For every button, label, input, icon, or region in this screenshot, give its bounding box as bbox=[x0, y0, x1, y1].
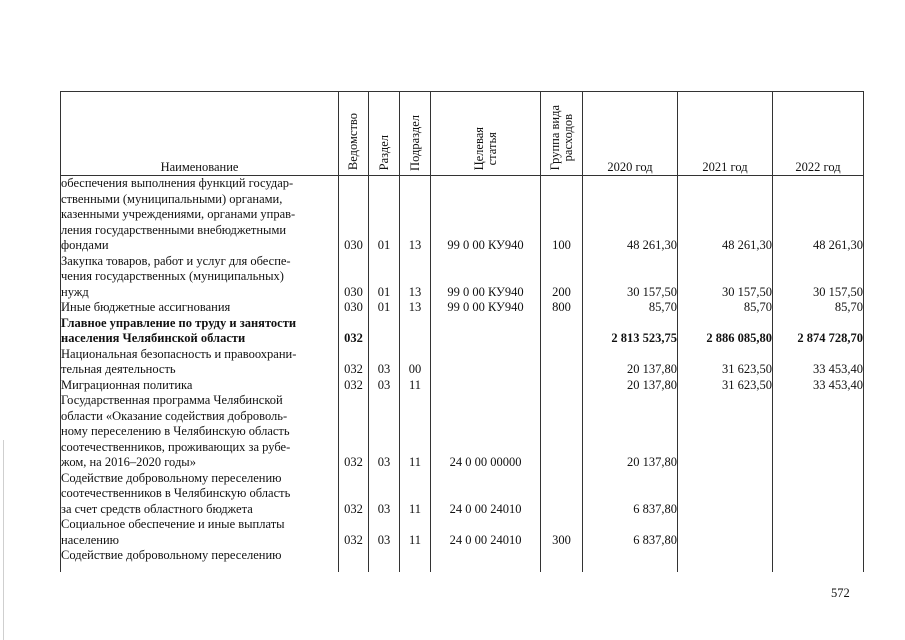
cell-podrazdel: 11 bbox=[400, 393, 431, 471]
cell-2022 bbox=[773, 393, 864, 471]
cell-gruppa-vida bbox=[541, 378, 583, 394]
cell-2020: 2 813 523,75 bbox=[583, 316, 678, 347]
table-row bbox=[61, 347, 864, 378]
cell-tselevaya-statya: 99 0 00 КУ940 bbox=[431, 176, 541, 254]
header-gruppa-vida-rashodov: Группа вида расходов bbox=[541, 92, 583, 176]
table-row bbox=[61, 548, 864, 564]
cell-2020: 6 837,80 bbox=[583, 471, 678, 518]
table-row bbox=[61, 316, 864, 347]
cell-2021: 85,70 bbox=[678, 300, 773, 316]
header-podrazdel: Подраздел bbox=[400, 92, 431, 176]
cell-vedomstvo: 032 bbox=[339, 347, 369, 378]
cell-vedomstvo bbox=[339, 548, 369, 564]
cell-tselevaya-statya: 24 0 00 00000 bbox=[431, 393, 541, 471]
cell-2020: 20 137,80 bbox=[583, 378, 678, 394]
cell-2022: 2 874 728,70 bbox=[773, 316, 864, 347]
cell-podrazdel: 11 bbox=[400, 471, 431, 518]
cell-2022: 33 453,40 bbox=[773, 378, 864, 394]
header-name: Наименование bbox=[61, 92, 339, 176]
cell-razdel: 03 bbox=[369, 517, 400, 548]
cell-2021 bbox=[678, 517, 773, 548]
cell-2020: 30 157,50 bbox=[583, 254, 678, 301]
header-year-2022: 2022 год bbox=[773, 92, 864, 176]
cell-gruppa-vida bbox=[541, 471, 583, 518]
cell-2021 bbox=[678, 393, 773, 471]
cell-razdel bbox=[369, 548, 400, 564]
cell-razdel bbox=[369, 316, 400, 347]
cell-podrazdel bbox=[400, 548, 431, 564]
cell-gruppa-vida: 800 bbox=[541, 300, 583, 316]
cell-razdel: 03 bbox=[369, 471, 400, 518]
cell-razdel: 01 bbox=[369, 254, 400, 301]
page-edge-line bbox=[3, 440, 4, 640]
cell-podrazdel: 13 bbox=[400, 176, 431, 254]
cell-gruppa-vida bbox=[541, 548, 583, 564]
table-row bbox=[61, 300, 864, 316]
header-tselevaya-statya: Целевая статья bbox=[431, 92, 541, 176]
cell-2022: 48 261,30 bbox=[773, 176, 864, 254]
cell-2021 bbox=[678, 471, 773, 518]
cell-name: Миграционная политика bbox=[61, 378, 339, 394]
cell-2022: 30 157,50 bbox=[773, 254, 864, 301]
table-tail bbox=[61, 564, 864, 572]
cell-2021 bbox=[678, 548, 773, 564]
cell-2020: 20 137,80 bbox=[583, 393, 678, 471]
cell-name: Национальная безопасность и правоохрани- тельная деятельность bbox=[61, 347, 339, 378]
cell-name: Закупка товаров, работ и услуг для обеспе- чения государственных (муниципальных) нужд bbox=[61, 254, 339, 301]
cell-gruppa-vida bbox=[541, 316, 583, 347]
cell-name: обеспечения выполнения функций государ- ственными (муниципальными) органами, казенными учреждениями, органами управ- ления государственными внебюджетными фондами bbox=[61, 176, 339, 254]
cell-name: Главное управление по труду и занятости населения Челябинской области bbox=[61, 316, 339, 347]
cell-tselevaya-statya: 24 0 00 24010 bbox=[431, 471, 541, 518]
cell-vedomstvo: 032 bbox=[339, 517, 369, 548]
cell-razdel: 03 bbox=[369, 378, 400, 394]
cell-2021: 30 157,50 bbox=[678, 254, 773, 301]
cell-name: Государственная программа Челябинской области «Оказание содействия доброволь- ному переселению в Челябинскую область соотечественников, проживающих за рубе- жом, на 2016–2020 годы» bbox=[61, 393, 339, 471]
cell-razdel: 03 bbox=[369, 347, 400, 378]
cell-name: Содействие добровольному переселению bbox=[61, 548, 339, 564]
cell-vedomstvo: 032 bbox=[339, 316, 369, 347]
cell-podrazdel: 11 bbox=[400, 517, 431, 548]
header-row bbox=[61, 92, 864, 176]
cell-podrazdel bbox=[400, 316, 431, 347]
cell-vedomstvo: 032 bbox=[339, 393, 369, 471]
header-razdel: Раздел bbox=[369, 92, 400, 176]
cell-2020: 20 137,80 bbox=[583, 347, 678, 378]
page-number: 572 bbox=[831, 586, 850, 600]
cell-podrazdel: 11 bbox=[400, 378, 431, 394]
cell-podrazdel: 13 bbox=[400, 254, 431, 301]
cell-gruppa-vida: 300 bbox=[541, 517, 583, 548]
cell-name: Социальное обеспечение и иные выплаты населению bbox=[61, 517, 339, 548]
cell-2022: 33 453,40 bbox=[773, 347, 864, 378]
cell-2022 bbox=[773, 471, 864, 518]
cell-tselevaya-statya bbox=[431, 548, 541, 564]
cell-2020: 85,70 bbox=[583, 300, 678, 316]
cell-tselevaya-statya: 99 0 00 КУ940 bbox=[431, 254, 541, 301]
cell-razdel: 03 bbox=[369, 393, 400, 471]
cell-2020: 48 261,30 bbox=[583, 176, 678, 254]
cell-gruppa-vida bbox=[541, 393, 583, 471]
cell-tselevaya-statya: 24 0 00 24010 bbox=[431, 517, 541, 548]
cell-2021: 48 261,30 bbox=[678, 176, 773, 254]
cell-gruppa-vida: 100 bbox=[541, 176, 583, 254]
cell-2022: 85,70 bbox=[773, 300, 864, 316]
table-row bbox=[61, 176, 864, 254]
cell-vedomstvo: 032 bbox=[339, 471, 369, 518]
header-year-2021: 2021 год bbox=[678, 92, 773, 176]
cell-vedomstvo: 030 bbox=[339, 176, 369, 254]
cell-tselevaya-statya bbox=[431, 347, 541, 378]
cell-tselevaya-statya bbox=[431, 378, 541, 394]
cell-2021: 31 623,50 bbox=[678, 378, 773, 394]
cell-podrazdel: 00 bbox=[400, 347, 431, 378]
table-row bbox=[61, 254, 864, 301]
cell-gruppa-vida bbox=[541, 347, 583, 378]
header-year-2020: 2020 год bbox=[583, 92, 678, 176]
table-row bbox=[61, 378, 864, 394]
cell-tselevaya-statya bbox=[431, 316, 541, 347]
cell-2021: 31 623,50 bbox=[678, 347, 773, 378]
table-row bbox=[61, 517, 864, 548]
cell-vedomstvo: 032 bbox=[339, 378, 369, 394]
cell-name: Содействие добровольному переселению соотечественников в Челябинскую область за счет средств областного бюджета bbox=[61, 471, 339, 518]
cell-2020: 6 837,80 bbox=[583, 517, 678, 548]
cell-2022 bbox=[773, 548, 864, 564]
header-vedomstvo: Ведомство bbox=[339, 92, 369, 176]
cell-2022 bbox=[773, 517, 864, 548]
cell-tselevaya-statya: 99 0 00 КУ940 bbox=[431, 300, 541, 316]
cell-vedomstvo: 030 bbox=[339, 300, 369, 316]
cell-vedomstvo: 030 bbox=[339, 254, 369, 301]
table-row bbox=[61, 471, 864, 518]
cell-razdel: 01 bbox=[369, 300, 400, 316]
cell-name: Иные бюджетные ассигнования bbox=[61, 300, 339, 316]
cell-razdel: 01 bbox=[369, 176, 400, 254]
table-row bbox=[61, 393, 864, 471]
cell-gruppa-vida: 200 bbox=[541, 254, 583, 301]
cell-2021: 2 886 085,80 bbox=[678, 316, 773, 347]
cell-2020 bbox=[583, 548, 678, 564]
budget-table bbox=[60, 91, 864, 572]
cell-podrazdel: 13 bbox=[400, 300, 431, 316]
